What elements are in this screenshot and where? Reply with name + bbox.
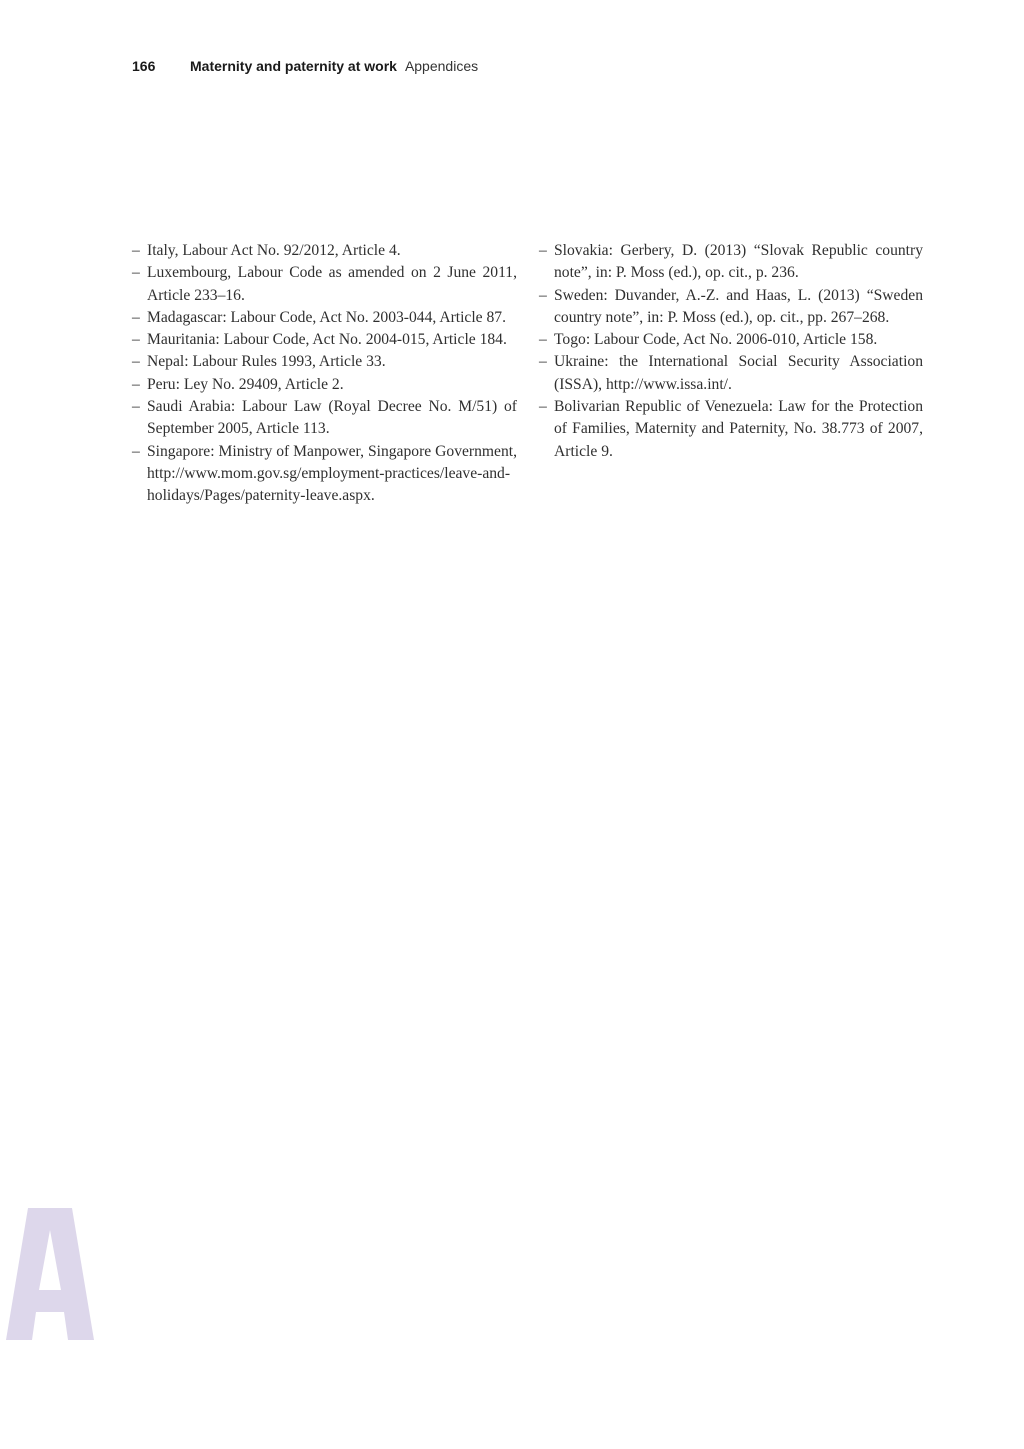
reference-text: Ukraine: the International Social Security Association (ISSA), http://www.issa.int/.	[554, 353, 923, 393]
list-dash: –	[539, 353, 547, 371]
list-dash: –	[132, 264, 140, 282]
section-name: Appendices	[404, 58, 479, 74]
reference-text: Slovakia: Gerbery, D. (2013) “Slovak Republic country note”, in: P. Moss (ed.), op. cit., p. 236.	[554, 242, 923, 282]
list-item	[132, 351, 517, 373]
list-item	[539, 351, 923, 396]
list-dash: –	[132, 375, 140, 393]
list-item	[132, 262, 517, 307]
reference-list-left	[132, 240, 517, 508]
list-dash: –	[539, 242, 547, 259]
list-item	[539, 240, 923, 285]
list-dash: –	[132, 353, 140, 371]
reference-text: Madagascar: Labour Code, Act No. 2003-044, Article 87.	[147, 308, 506, 326]
list-dash: –	[539, 398, 547, 416]
reference-text: Italy, Labour Act No. 92/2012, Article 4.	[147, 242, 401, 259]
reference-text: Sweden: Duvander, A.-Z. and Haas, L. (2013) “Sweden country note”, in: P. Moss (ed.), op. cit., pp. 267–268.	[554, 286, 923, 326]
reference-text: Togo: Labour Code, Act No. 2006-010, Article 158.	[554, 331, 878, 349]
list-dash: –	[539, 331, 547, 349]
reference-text: Luxembourg, Labour Code as amended on 2 June 2011, Article 233–16.	[147, 264, 517, 304]
list-item	[132, 329, 517, 351]
reference-text: Saudi Arabia: Labour Law (Royal Decree No. M/51) of September 2005, Article 113.	[147, 398, 517, 438]
list-dash: –	[539, 286, 547, 304]
reference-text: Singapore: Ministry of Manpower, Singapore Government, http://www.mom.gov.sg/employment-practices/leave-and-holidays/Pages/paternity-leave.aspx.	[147, 442, 517, 505]
list-item	[132, 240, 517, 262]
book-title: Maternity and paternity at work	[190, 58, 397, 74]
list-item	[132, 396, 517, 441]
appendix-letter-glyph	[6, 1208, 94, 1340]
list-item	[132, 374, 517, 396]
running-header	[132, 58, 478, 80]
list-dash: –	[132, 331, 140, 349]
reference-list-right	[539, 240, 923, 463]
list-dash: –	[132, 308, 140, 326]
reference-text: Peru: Ley No. 29409, Article 2.	[147, 375, 344, 393]
reference-text: Nepal: Labour Rules 1993, Article 33.	[147, 353, 386, 371]
list-item	[539, 285, 923, 330]
list-item	[539, 329, 923, 351]
appendix-letter-mark	[6, 1208, 94, 1340]
list-item	[539, 396, 923, 463]
list-dash: –	[132, 242, 140, 259]
list-item	[132, 441, 517, 508]
reference-text: Bolivarian Republic of Venezuela: Law for the Protection of Families, Maternity and Paternity, No. 38.773 of 2007, Article 9.	[554, 398, 923, 460]
list-dash: –	[132, 442, 140, 460]
reference-text: Mauritania: Labour Code, Act No. 2004-015, Article 184.	[147, 331, 507, 349]
page-number: 166	[132, 58, 156, 74]
list-dash: –	[132, 398, 140, 416]
list-item	[132, 307, 517, 329]
